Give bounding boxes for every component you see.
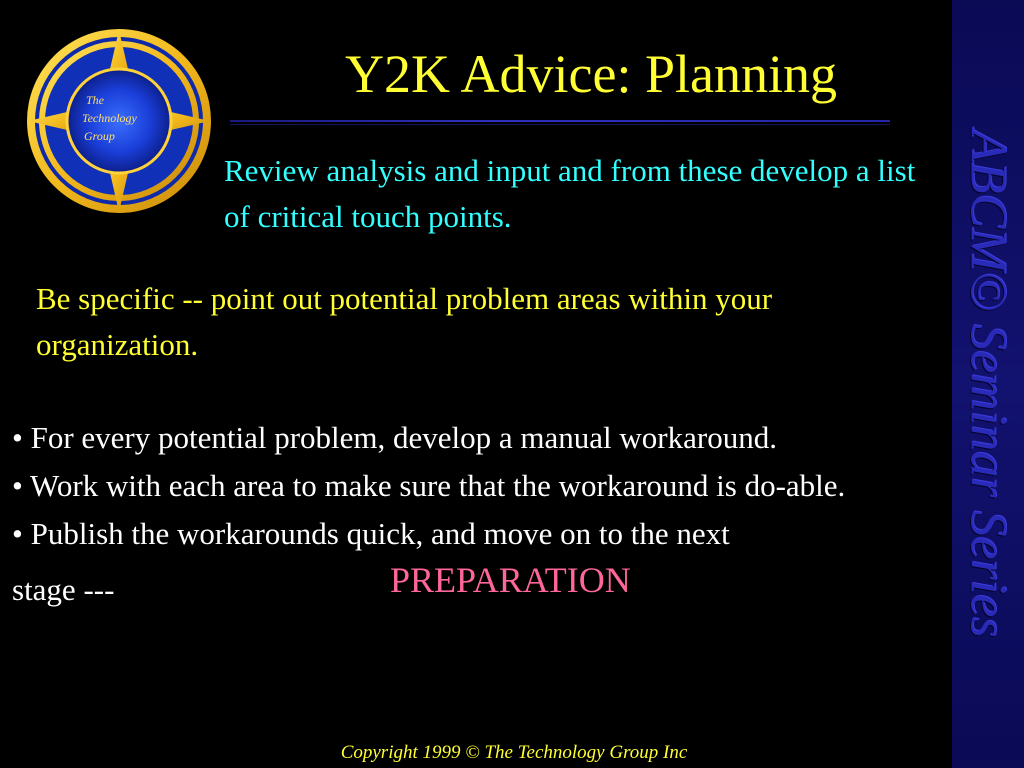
title-underline: [230, 120, 890, 122]
stage-text: stage ---: [12, 572, 115, 607]
title-underline-shadow: [230, 124, 890, 125]
logo-text-line1: The: [86, 93, 104, 107]
specific-paragraph: Be specific -- point out potential problem areas within your organization.: [36, 281, 773, 362]
logo-text-line2: Technology: [82, 111, 137, 125]
sidebar-label: ABCM© Seminar Series: [959, 130, 1017, 638]
intro-paragraph: Review analysis and input and from these develop a list of critical touch points.: [224, 153, 916, 234]
bullet-item: • Work with each area to make sure that the workaround is do-able.: [12, 468, 846, 503]
technology-group-logo: [24, 26, 214, 216]
preparation-label: PREPARATION: [390, 560, 631, 600]
copyright-text: Copyright 1999 © The Technology Group Inc: [340, 742, 688, 763]
logo-text-line3: Group: [84, 129, 115, 143]
slide-title: Y2K Advice: Planning: [345, 44, 837, 104]
bullet-list: [12, 414, 952, 614]
bullet-item: • Publish the workarounds quick, and move on to the next: [12, 516, 730, 551]
copyright-footer: [0, 742, 1024, 764]
bullet-item: • For every potential problem, develop a manual workaround.: [12, 420, 777, 455]
stage-line: [12, 558, 952, 614]
